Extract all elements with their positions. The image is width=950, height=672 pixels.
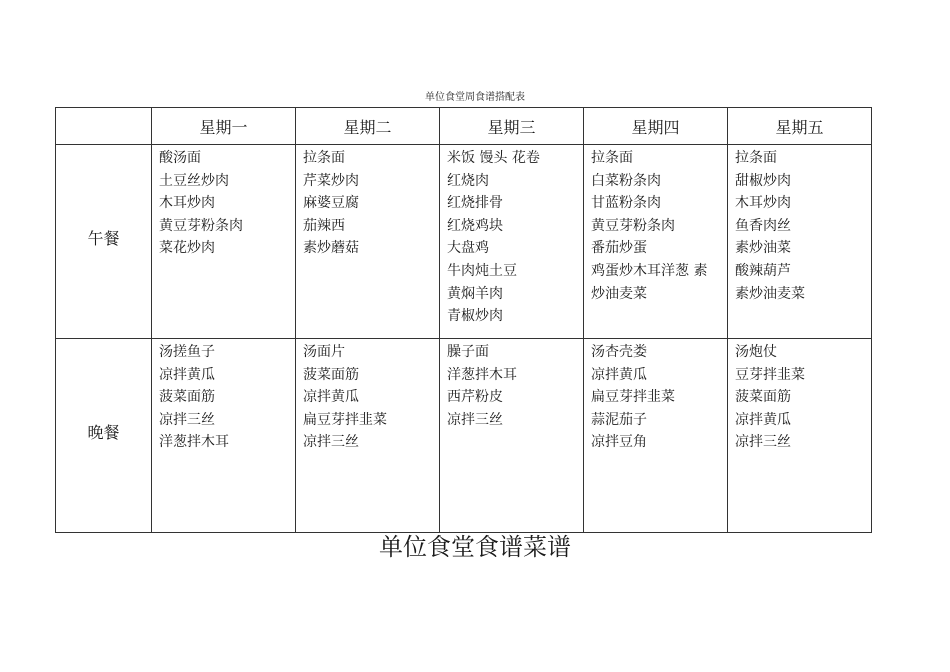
dish-item: 凉拌豆角	[591, 434, 647, 451]
dish-item: 拉条面	[735, 150, 777, 166]
dish-item: 洋葱拌木耳	[447, 366, 517, 383]
lunch-dishes-friday	[728, 145, 872, 339]
dish-item: 凉拌三丝	[159, 411, 215, 428]
dish-item: 洋葱拌木耳	[159, 434, 229, 451]
dish-item: 炒油麦菜	[591, 285, 647, 302]
dinner-dishes-monday	[152, 339, 296, 533]
dish-item: 土豆丝炒肉	[159, 172, 229, 189]
corner-cell	[56, 108, 152, 145]
dish-item: 红烧鸡块	[447, 217, 503, 234]
dish-item: 凉拌三丝	[303, 434, 359, 451]
dish-item: 鸡蛋炒木耳洋葱 素	[591, 262, 708, 279]
dish-item: 鱼香肉丝	[735, 217, 791, 234]
dish-item: 黄豆芽粉条肉	[159, 217, 243, 234]
dish-item: 汤面片	[303, 344, 345, 360]
dish-item: 扁豆芽拌韭菜	[303, 411, 387, 428]
lunch-dishes-monday	[152, 145, 296, 339]
dish-item: 菠菜面筋	[159, 389, 215, 406]
dish-item: 拉条面	[591, 150, 633, 166]
dish-item: 素炒油菜	[735, 240, 791, 257]
dish-item: 红烧肉	[447, 172, 489, 189]
lunch-label-cell	[56, 145, 152, 339]
dish-item: 菠菜面筋	[303, 366, 359, 383]
weekly-menu-table	[55, 107, 872, 533]
lunch-dishes-wednesday	[440, 145, 584, 339]
dish-item: 凉拌黄瓜	[303, 389, 359, 406]
dinner-row	[56, 339, 872, 533]
dinner-dishes-wednesday	[440, 339, 584, 533]
dish-item: 甘蓝粉条肉	[591, 195, 661, 212]
dish-item: 凉拌三丝	[735, 434, 791, 451]
dish-item: 青椒炒肉	[447, 308, 503, 325]
document-title: 单位食堂周食谱搭配表	[425, 92, 525, 103]
dish-item: 凉拌黄瓜	[591, 366, 647, 383]
dish-item: 酸汤面	[159, 150, 201, 166]
dish-item: 麻婆豆腐	[303, 195, 359, 212]
dinner-dishes-friday	[728, 339, 872, 533]
dish-item: 西芹粉皮	[447, 389, 503, 406]
dish-item: 凉拌三丝	[447, 411, 503, 428]
dish-item: 茄辣西	[303, 217, 345, 234]
dish-item: 木耳炒肉	[159, 195, 215, 212]
meal-label: 晚餐	[87, 423, 120, 442]
dish-item: 白菜粉条肉	[591, 172, 661, 189]
dish-item: 臊子面	[447, 344, 489, 360]
dish-item: 甜椒炒肉	[735, 172, 791, 189]
dish-item: 扁豆芽拌韭菜	[591, 389, 675, 406]
dish-item: 菠菜面筋	[735, 389, 791, 406]
day-header-tuesday: 星期二	[296, 108, 440, 145]
dish-item: 黄焖羊肉	[447, 285, 503, 302]
day-header-wednesday: 星期三	[440, 108, 584, 145]
dish-item: 汤搓鱼子	[159, 344, 215, 360]
dish-item: 番茄炒蛋	[591, 240, 647, 257]
dish-item: 牛肉炖土豆	[447, 262, 517, 279]
dish-item: 汤杏壳娄	[591, 344, 647, 360]
lunch-dishes-tuesday	[296, 145, 440, 339]
dish-item: 大盘鸡	[447, 240, 489, 257]
dish-item: 凉拌黄瓜	[159, 366, 215, 383]
lunch-dishes-thursday	[584, 145, 728, 339]
dinner-dishes-thursday	[584, 339, 728, 533]
meal-label: 午餐	[87, 229, 120, 248]
dish-item: 素炒油麦菜	[735, 285, 805, 302]
dish-item: 木耳炒肉	[735, 195, 791, 212]
dish-item: 米饭 馒头 花卷	[447, 150, 540, 166]
dish-item: 凉拌黄瓜	[735, 411, 791, 428]
dish-item: 素炒蘑菇	[303, 240, 359, 257]
dish-item: 红烧排骨	[447, 195, 503, 212]
dish-item: 蒜泥茄子	[591, 411, 647, 428]
dish-item: 黄豆芽粉条肉	[591, 217, 675, 234]
day-header-monday: 星期一	[152, 108, 296, 145]
dish-item: 拉条面	[303, 150, 345, 166]
dish-item: 芹菜炒肉	[303, 172, 359, 189]
dish-item: 菜花炒肉	[159, 240, 215, 257]
dish-item: 酸辣葫芦	[735, 262, 791, 279]
table-header-row	[56, 108, 872, 145]
day-header-friday: 星期五	[728, 108, 872, 145]
dinner-label-cell	[56, 339, 152, 533]
footer-title: 单位食堂食谱菜谱	[379, 533, 571, 561]
dish-item: 豆芽拌韭菜	[735, 366, 805, 383]
day-header-thursday: 星期四	[584, 108, 728, 145]
dinner-dishes-tuesday	[296, 339, 440, 533]
dish-item: 汤炮仗	[735, 344, 777, 360]
lunch-row	[56, 145, 872, 339]
